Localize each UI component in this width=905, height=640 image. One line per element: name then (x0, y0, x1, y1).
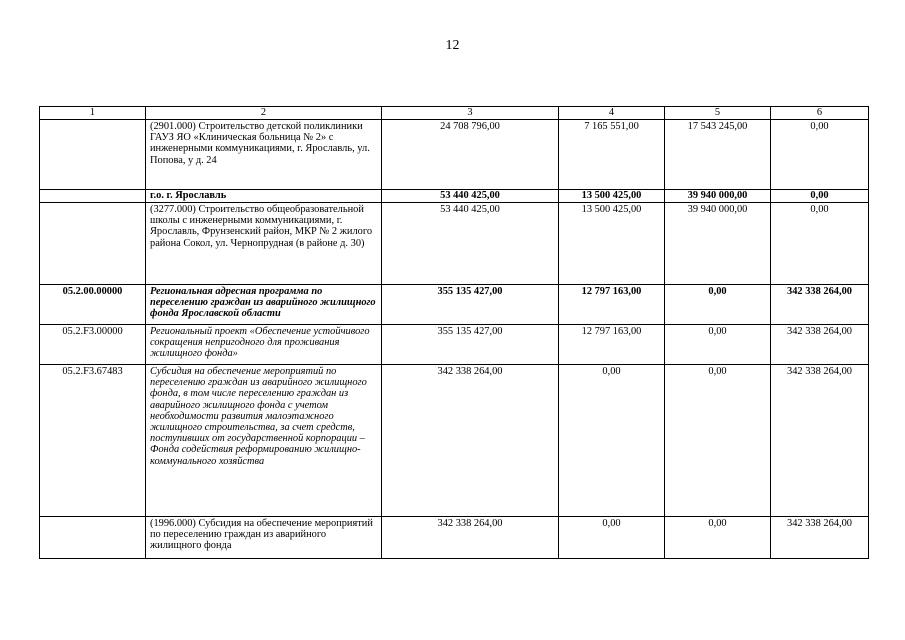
row-value-col4: 13 500 425,00 (559, 203, 665, 285)
row-code (40, 203, 146, 285)
row-value-col3: 355 135 427,00 (382, 325, 559, 365)
row-value-col3: 342 338 264,00 (382, 365, 559, 517)
table-row (40, 190, 869, 203)
row-name: г.о. г. Ярославль (146, 190, 382, 203)
row-code (40, 190, 146, 203)
row-value-col5: 39 940 000,00 (665, 190, 771, 203)
table-row (40, 517, 869, 559)
row-name: Региональный проект «Обеспечение устойчивого сокращения непригодного для проживания жилищного фонда» (146, 325, 382, 365)
row-value-col6: 342 338 264,00 (771, 517, 869, 559)
table-row (40, 365, 869, 517)
row-name: Субсидия на обеспечение мероприятий по переселению граждан из аварийного жилищного фонда, в том числе переселению граждан из аварийного жилищного фонда с учетом необходимости развития малоэтажного жилищного строительства, за счет средств, поступивших от государственной корпорации – Фонда содействия реформированию жилищно-коммунального хозяйства (146, 365, 382, 517)
row-value-col3: 342 338 264,00 (382, 517, 559, 559)
row-value-col5: 39 940 000,00 (665, 203, 771, 285)
budget-table (39, 106, 869, 559)
row-value-col6: 0,00 (771, 190, 869, 203)
row-code: 05.2.00.00000 (40, 285, 146, 325)
row-name: (1996.000) Субсидия на обеспечение мероприятий по переселению граждан из аварийного жилищного фонда (146, 517, 382, 559)
row-value-col6: 342 338 264,00 (771, 285, 869, 325)
row-code (40, 120, 146, 190)
row-value-col5: 17 543 245,00 (665, 120, 771, 190)
row-value-col6: 0,00 (771, 203, 869, 285)
row-value-col6: 342 338 264,00 (771, 365, 869, 517)
page-number: 12 (445, 38, 460, 53)
row-value-col4: 0,00 (559, 517, 665, 559)
table-row (40, 325, 869, 365)
column-header: 1 (40, 107, 146, 120)
table-header-row (40, 107, 869, 120)
row-value-col5: 0,00 (665, 285, 771, 325)
row-name: (2901.000) Строительство детской поликлиники ГАУЗ ЯО «Клиническая больница № 2» с инженерными коммуникациями, г. Ярославль, ул. Попова, у д. 24 (146, 120, 382, 190)
row-code (40, 517, 146, 559)
column-header: 2 (146, 107, 382, 120)
row-value-col4: 12 797 163,00 (559, 325, 665, 365)
row-value-col6: 342 338 264,00 (771, 325, 869, 365)
table-row (40, 285, 869, 325)
column-header: 5 (665, 107, 771, 120)
table-row (40, 203, 869, 285)
table-row (40, 120, 869, 190)
row-value-col4: 13 500 425,00 (559, 190, 665, 203)
row-value-col3: 53 440 425,00 (382, 190, 559, 203)
row-value-col4: 7 165 551,00 (559, 120, 665, 190)
row-value-col3: 355 135 427,00 (382, 285, 559, 325)
row-value-col3: 53 440 425,00 (382, 203, 559, 285)
row-value-col4: 12 797 163,00 (559, 285, 665, 325)
column-header: 3 (382, 107, 559, 120)
row-value-col6: 0,00 (771, 120, 869, 190)
row-name: Региональная адресная программа по переселению граждан из аварийного жилищного фонда Ярославской области (146, 285, 382, 325)
row-value-col5: 0,00 (665, 365, 771, 517)
row-code: 05.2.F3.67483 (40, 365, 146, 517)
row-name: (3277.000) Строительство общеобразовательной школы с инженерными коммуникациями, г. Ярославль, Фрунзенский район, МКР № 2 жилого района Сокол, ул. Чернопрудная (в районе д. 30) (146, 203, 382, 285)
row-code: 05.2.F3.00000 (40, 325, 146, 365)
row-value-col5: 0,00 (665, 325, 771, 365)
column-header: 4 (559, 107, 665, 120)
row-value-col4: 0,00 (559, 365, 665, 517)
row-value-col3: 24 708 796,00 (382, 120, 559, 190)
column-header: 6 (771, 107, 869, 120)
row-value-col5: 0,00 (665, 517, 771, 559)
